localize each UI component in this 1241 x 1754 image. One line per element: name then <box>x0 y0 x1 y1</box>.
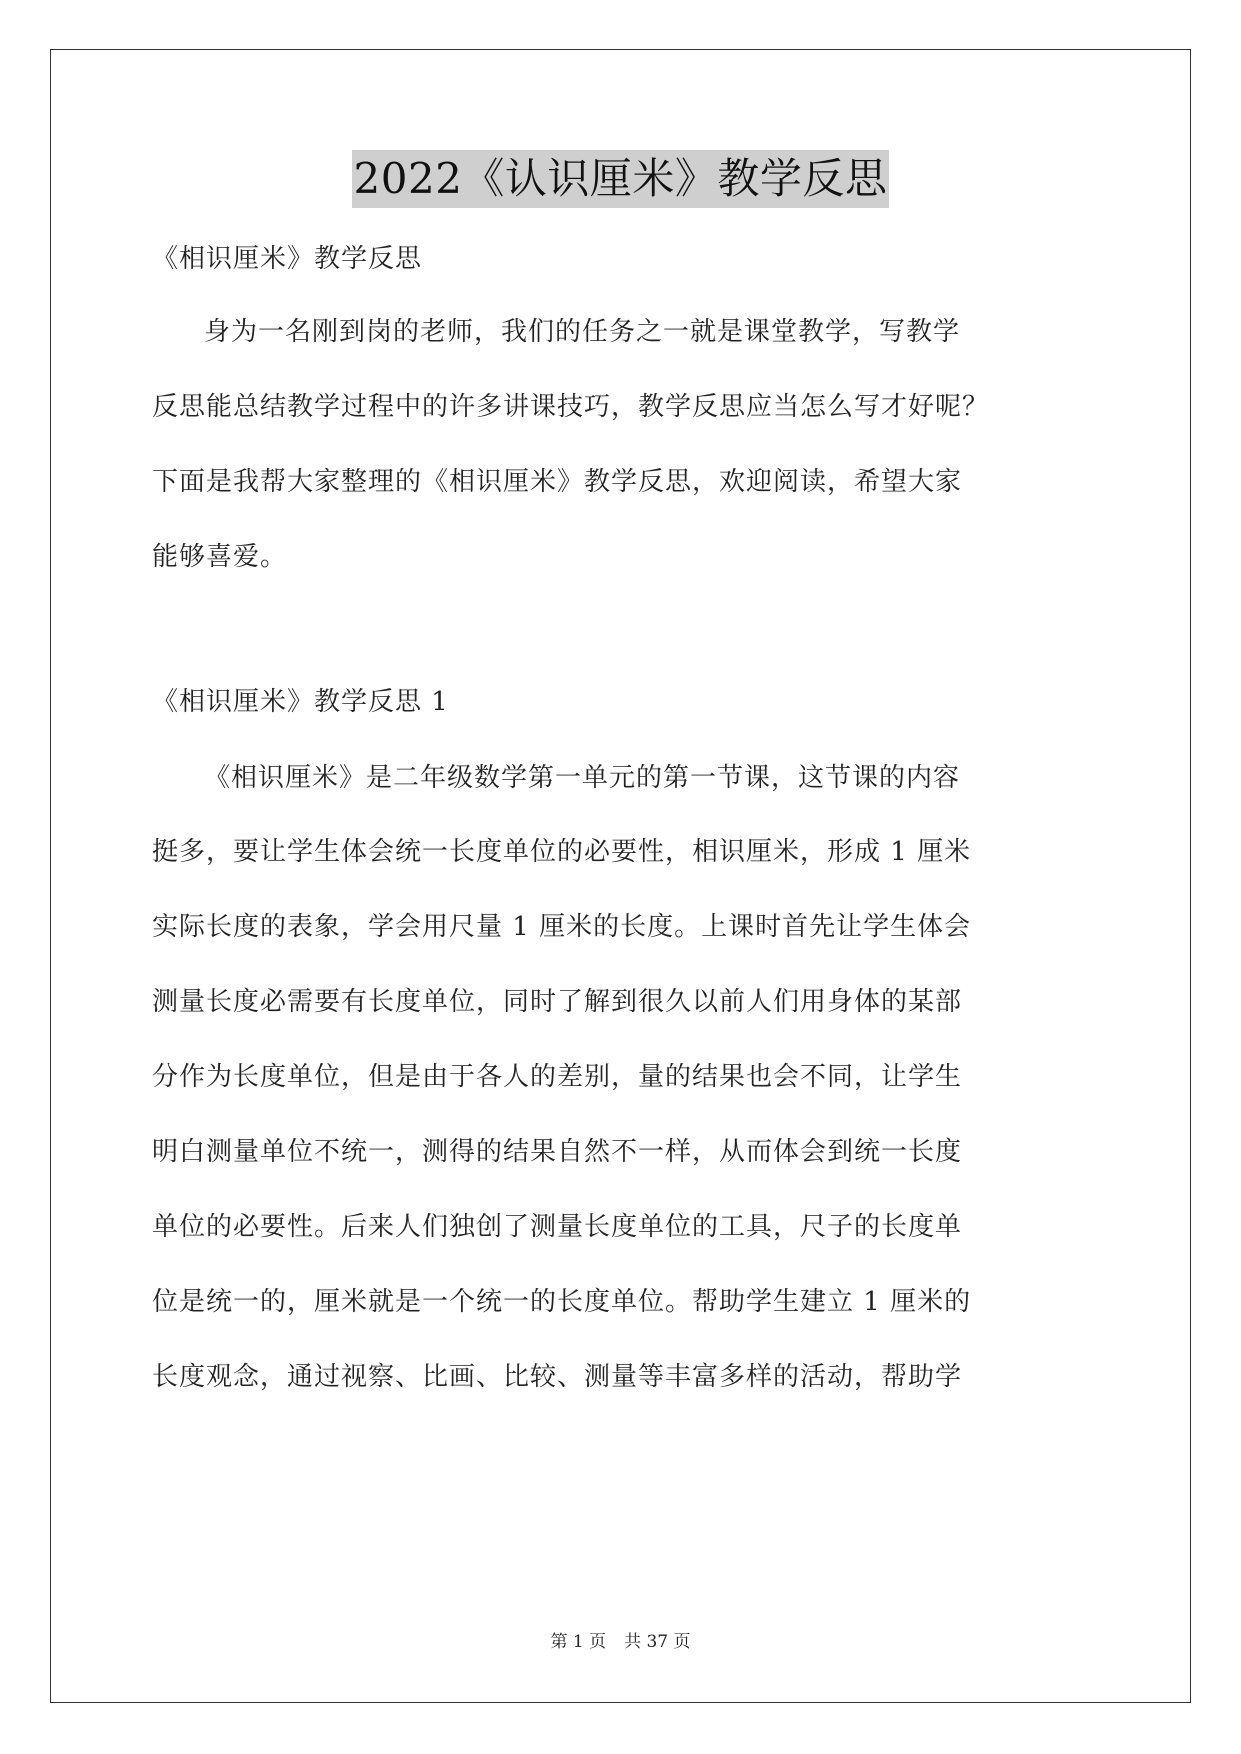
page-footer <box>0 1627 1241 1652</box>
section-heading-1: 《相识厘米》教学反思 1 <box>152 687 449 717</box>
section1-line-6: 明白测量单位不统一，测得的结果自然不一样，从而体会到统一长度 <box>152 1137 963 1167</box>
page-border <box>50 49 1191 1703</box>
intro-line-4: 能够喜爱。 <box>152 542 288 572</box>
section1-line-7: 单位的必要性。后来人们独创了测量长度单位的工具，尺子的长度单 <box>152 1212 963 1242</box>
section1-line-3: 实际长度的表象，学会用尺量 1 厘米的长度。上课时首先让学生体会 <box>152 912 972 942</box>
page-total: 共 37 页 <box>624 1632 691 1652</box>
intro-line-3: 下面是我帮大家整理的《相识厘米》教学反思，欢迎阅读，希望大家 <box>152 467 963 497</box>
section1-line-9: 长度观念，通过视察、比画、比较、测量等丰富多样的活动，帮助学 <box>152 1362 963 1392</box>
title-container <box>0 150 1241 208</box>
document-title: 2022《认识厘米》教学反思 <box>352 150 890 208</box>
section-heading-intro: 《相识厘米》教学反思 <box>152 244 423 274</box>
intro-line-1: 身为一名刚到岗的老师，我们的任务之一就是课堂教学，写教学 <box>204 317 961 347</box>
section1-line-4: 测量长度必需要有长度单位，同时了解到很久以前人们用身体的某部 <box>152 987 963 1017</box>
section1-line-1: 《相识厘米》是二年级数学第一单元的第一节课，这节课的内容 <box>204 763 961 793</box>
section1-line-5: 分作为长度单位，但是由于各人的差别，量的结果也会不同，让学生 <box>152 1062 963 1092</box>
section1-line-2: 挺多，要让学生体会统一长度单位的必要性，相识厘米，形成 1 厘米 <box>152 837 972 867</box>
page-number: 第 1 页 <box>550 1632 607 1652</box>
section1-line-8: 位是统一的，厘米就是一个统一的长度单位。帮助学生建立 1 厘米的 <box>152 1287 972 1317</box>
intro-line-2: 反思能总结教学过程中的许多讲课技巧，教学反思应当怎么写才好呢？ <box>152 392 990 422</box>
